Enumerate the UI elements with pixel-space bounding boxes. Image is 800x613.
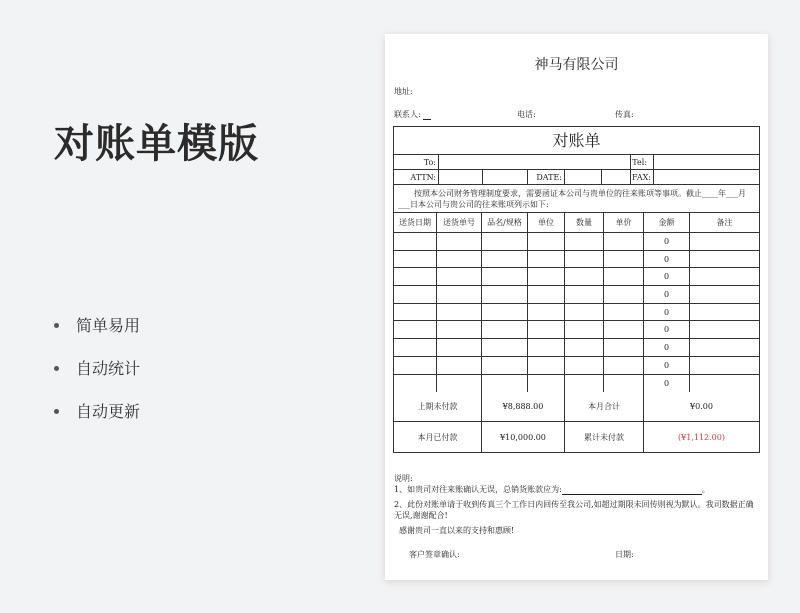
col-header: 送货单号 — [437, 213, 482, 232]
fax-label: 传真: — [615, 110, 634, 119]
table-cell — [437, 357, 482, 374]
note-1: 1、如贵司对往来账确认无误，总销货账款应为: 。 — [394, 485, 710, 494]
table-cell — [528, 304, 565, 321]
table-cell — [437, 375, 482, 393]
table-cell — [528, 357, 565, 374]
table-row — [394, 304, 759, 322]
promo-title: 对账单模版 — [54, 121, 259, 167]
table-cell — [482, 357, 528, 374]
table-cell — [394, 286, 437, 303]
attn-row — [394, 170, 759, 185]
intro-text: 按照本公司财务管理制度要求，需要函证本公司与贵单位的往来账项等事项。截止____年___月___日本公司与贵公司的往来账项列示如下: — [394, 185, 759, 213]
table-cell — [394, 233, 437, 250]
table-cell — [482, 286, 528, 303]
to-value — [439, 155, 631, 169]
thanks-text: 感谢贵司一直以来的支持和惠顾! — [399, 526, 515, 535]
table-row — [394, 321, 759, 339]
summary-row — [394, 422, 759, 452]
to-row — [394, 155, 759, 170]
table-cell — [482, 251, 528, 268]
amount-cell: 0 — [644, 233, 690, 250]
table-cell — [604, 286, 644, 303]
bullet-icon — [54, 366, 59, 371]
cum-unpaid-label: 累计未付款 — [565, 422, 644, 452]
table-cell — [394, 357, 437, 374]
feature-item: 自动更新 — [54, 398, 140, 441]
table-cell — [482, 375, 528, 393]
table-cell — [604, 304, 644, 321]
table-cell — [482, 304, 528, 321]
table-cell — [690, 304, 759, 321]
bullet-icon — [54, 323, 59, 328]
table-cell — [437, 339, 482, 356]
feature-item: 简单易用 — [54, 312, 140, 355]
col-header: 单价 — [604, 213, 644, 232]
bullet-icon — [54, 409, 59, 414]
table-row — [394, 286, 759, 304]
amount-cell: 0 — [644, 268, 690, 285]
month-total-label: 本月合计 — [565, 392, 644, 421]
table-cell — [528, 286, 565, 303]
amount-cell: 0 — [644, 375, 690, 393]
table-row — [394, 375, 759, 393]
table-cell — [565, 286, 604, 303]
table-cell — [690, 375, 759, 393]
contact-field: 联系人: — [394, 109, 431, 120]
table-row — [394, 251, 759, 269]
table-cell — [482, 339, 528, 356]
table-cell — [528, 268, 565, 285]
table-cell — [690, 286, 759, 303]
to-label: To: — [394, 155, 439, 169]
table-cell — [565, 304, 604, 321]
note-2: 2、此份对账单请于收到传真三个工作日内回传至我公司,如超过期限未回传则视为默认。我司数据正确无误,谢谢配合! — [394, 500, 754, 520]
table-cell — [690, 251, 759, 268]
month-total-value: ¥0.00 — [690, 402, 713, 412]
table-cell — [394, 375, 437, 393]
prev-unpaid-value: ¥8,888.00 — [482, 392, 565, 421]
table-cell — [604, 268, 644, 285]
table-cell — [690, 357, 759, 374]
table-cell — [394, 339, 437, 356]
address-label: 地址: — [394, 87, 413, 96]
feature-item: 自动统计 — [54, 355, 140, 398]
feature-list — [54, 312, 140, 441]
col-header: 备注 — [716, 218, 733, 227]
amount-cell: 0 — [644, 304, 690, 321]
table-cell — [394, 268, 437, 285]
table-cell — [690, 321, 759, 338]
fax2-label: FAX: — [631, 170, 654, 184]
table-cell — [604, 357, 644, 374]
prev-unpaid-label: 上期未付款 — [394, 392, 482, 421]
table-cell — [394, 321, 437, 338]
table-cell — [565, 268, 604, 285]
cum-unpaid-value: (¥1,112.00) — [678, 432, 725, 442]
table-cell — [394, 304, 437, 321]
col-header: 单位 — [528, 213, 565, 232]
contact-blank — [423, 111, 431, 120]
tel-label: Tel: — [632, 157, 647, 167]
table-cell — [528, 233, 565, 250]
col-header: 金额 — [644, 213, 690, 232]
table-cell — [482, 268, 528, 285]
table-cell — [565, 251, 604, 268]
customer-signature-label: 客户签章确认: — [409, 550, 460, 559]
table-cell — [394, 251, 437, 268]
table-cell — [437, 304, 482, 321]
table-cell — [565, 375, 604, 393]
table-cell — [604, 233, 644, 250]
table-cell — [604, 339, 644, 356]
table-cell — [528, 321, 565, 338]
table-cell — [690, 233, 759, 250]
table-cell — [604, 321, 644, 338]
table-row — [394, 339, 759, 357]
table-row — [394, 233, 759, 251]
table-cell — [604, 251, 644, 268]
table-row — [394, 357, 759, 375]
table-cell — [565, 339, 604, 356]
table-cell — [437, 321, 482, 338]
table-cell — [690, 339, 759, 356]
table-cell — [437, 286, 482, 303]
statement-title: 对账单 — [394, 127, 759, 155]
month-paid-label: 本月已付款 — [394, 422, 482, 452]
table-cell — [437, 268, 482, 285]
table-cell — [437, 233, 482, 250]
table-cell — [528, 339, 565, 356]
amount-cell: 0 — [644, 357, 690, 374]
col-header: 品名/规格 — [482, 213, 528, 232]
month-paid-value: ¥10,000.00 — [482, 422, 565, 452]
table-cell — [528, 251, 565, 268]
col-header: 数量 — [565, 213, 604, 232]
table-cell — [565, 321, 604, 338]
table-cell — [565, 357, 604, 374]
amount-cell: 0 — [644, 339, 690, 356]
col-header: 送货日期 — [394, 213, 437, 232]
table-cell — [482, 321, 528, 338]
amount-cell: 0 — [644, 286, 690, 303]
company-name: 神马有限公司 — [534, 57, 619, 73]
table-cell — [565, 233, 604, 250]
table-cell — [690, 268, 759, 285]
table-cell — [528, 375, 565, 393]
table-cell — [604, 375, 644, 393]
table-row — [394, 268, 759, 286]
attn-label: ATTN: — [394, 170, 439, 184]
total-blank — [562, 486, 702, 495]
summary-row — [394, 392, 759, 422]
tel-value — [654, 155, 759, 169]
table-cell — [482, 233, 528, 250]
statement-table — [393, 126, 760, 453]
phone-label: 电话: — [517, 110, 536, 119]
date-label: DATE: — [528, 170, 565, 184]
table-header-row — [394, 213, 759, 233]
statement-sheet — [385, 34, 768, 580]
date-signature-label: 日期: — [615, 550, 634, 559]
notes-title: 说明: — [394, 474, 413, 483]
amount-cell: 0 — [644, 321, 690, 338]
table-cell — [437, 251, 482, 268]
amount-cell: 0 — [644, 251, 690, 268]
table-body — [394, 233, 759, 392]
